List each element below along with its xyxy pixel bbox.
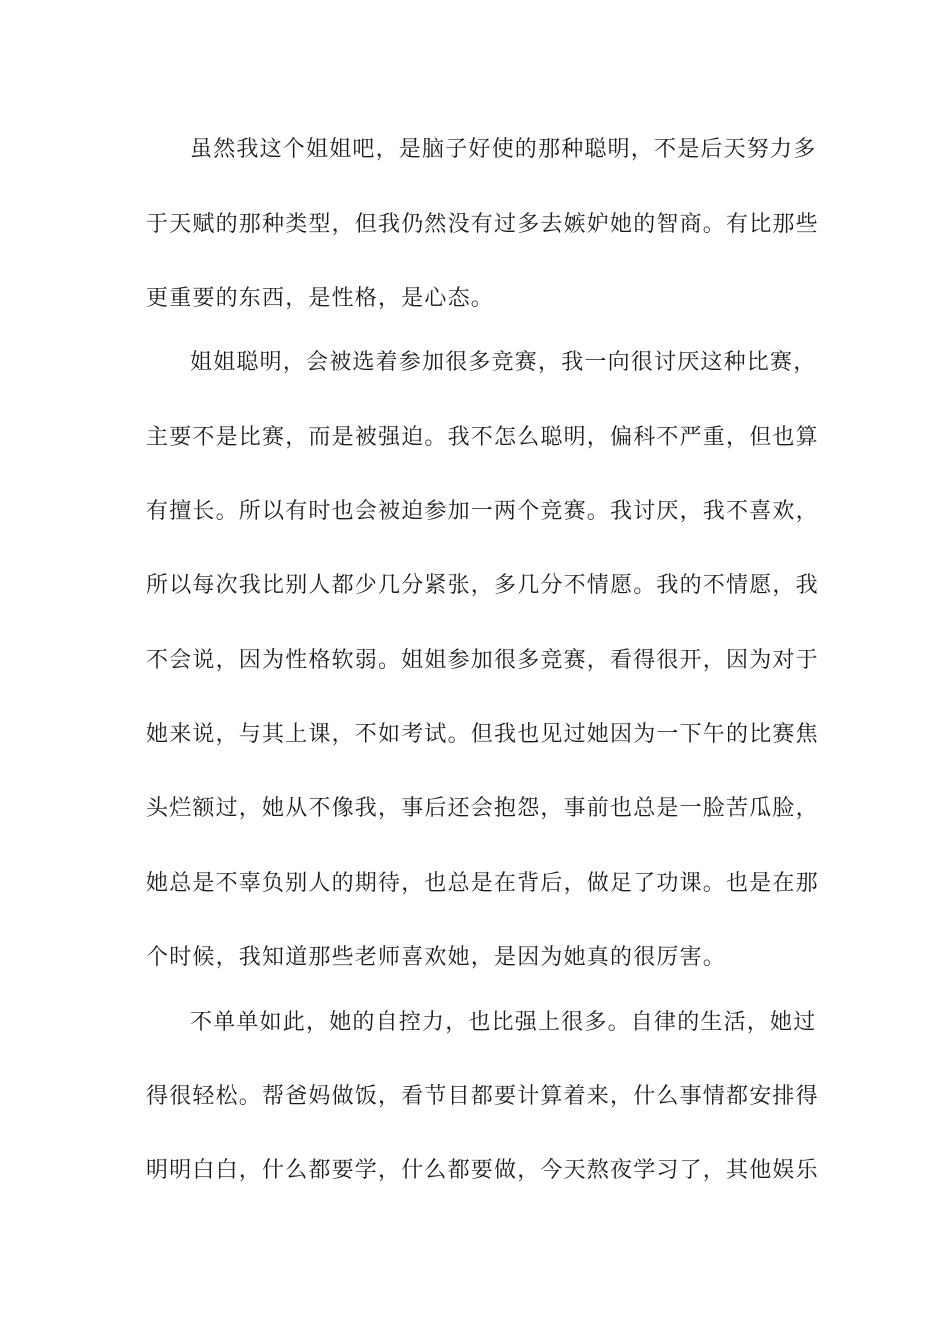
paragraph-2-line-1: 姐姐聪明，会被选着参加很多竞赛，我一向很讨厌这种比赛， — [190, 350, 817, 375]
paragraph-2-line-8: 她总是不辜负别人的期待，也总是在背后，做足了功课。也是在那 — [146, 871, 819, 896]
paragraph-2-line-5: 不会说，因为性格软弱。姐姐参加很多竞赛，看得很开，因为对于 — [146, 648, 819, 673]
paragraph-3-line-1: 不单单如此，她的自控力，也比强上很多。自律的生活，她过 — [190, 1010, 817, 1035]
paragraph-1-line-3: 更重要的东西，是性格，是心态。 — [146, 286, 495, 311]
paragraph-3-line-2: 得很轻松。帮爸妈做饭，看节目都要计算着来，什么事情都安排得 — [146, 1084, 819, 1109]
paragraph-3-line-3: 明明白白，什么都要学，什么都要做，今天熬夜学习了，其他娱乐 — [146, 1158, 819, 1183]
paragraph-2-line-7: 头烂额过，她从不像我，事后还会抱怨，事前也总是一脸苦瓜脸， — [146, 796, 819, 821]
paragraph-2-line-2: 主要不是比赛，而是被强迫。我不怎么聪明，偏科不严重，但也算 — [146, 425, 819, 450]
paragraph-1-line-1: 虽然我这个姐姐吧，是脑子好使的那种聪明，不是后天努力多 — [190, 137, 817, 162]
paragraph-1-line-2: 于天赋的那种类型，但我仍然没有过多去嫉妒她的智商。有比那些 — [146, 212, 819, 237]
paragraph-2-line-4: 所以每次我比别人都少几分紧张，多几分不情愿。我的不情愿，我 — [146, 573, 819, 598]
paragraph-2-line-6: 她来说，与其上课，不如考试。但我也见过她因为一下午的比赛焦 — [146, 722, 819, 747]
paragraph-2-line-9: 个时候，我知道那些老师喜欢她，是因为她真的很厉害。 — [146, 945, 727, 970]
paragraph-2-line-3: 有擅长。所以有时也会被迫参加一两个竞赛。我讨厌，我不喜欢， — [146, 499, 819, 524]
